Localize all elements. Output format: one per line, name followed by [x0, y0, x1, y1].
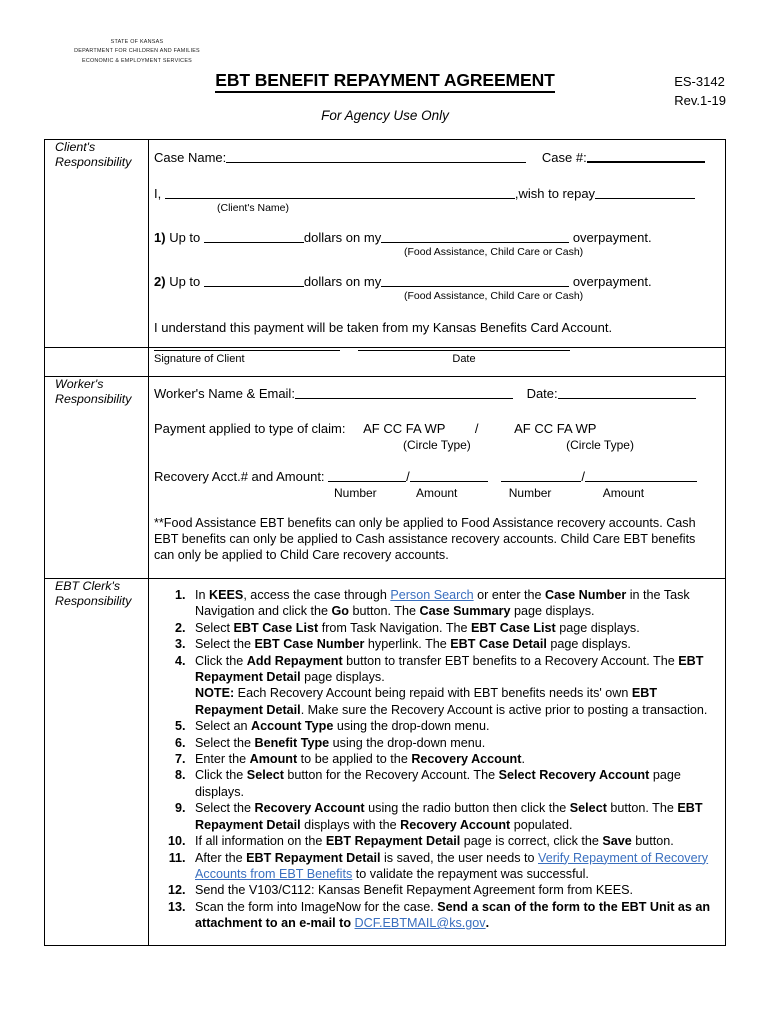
signature-date-caption: Date — [452, 353, 476, 365]
agreement-table — [44, 139, 726, 946]
step-text: button. — [631, 834, 674, 849]
step-text: After the — [195, 850, 247, 865]
clerk-step — [189, 653, 715, 719]
case-name-line — [154, 148, 717, 166]
form-subtitle: For Agency Use Only — [321, 108, 449, 123]
case-name-input[interactable] — [226, 149, 526, 163]
step-text: page displays. — [195, 768, 681, 799]
step-emphasis: Recovery Account — [254, 801, 365, 816]
client-responsibility-body — [149, 140, 726, 348]
worker-date-label: Date: — [526, 386, 558, 401]
step-emphasis: . — [485, 916, 490, 931]
circle-type-caption-2: (Circle Type) — [566, 438, 634, 452]
signature-date-field[interactable] — [358, 350, 570, 366]
step-emphasis: Amount — [249, 752, 298, 767]
item-2-dollars: dollars on my — [303, 274, 382, 289]
recovery-captions — [154, 485, 717, 501]
step-text: Select the — [195, 801, 255, 816]
step-emphasis: EBT Repayment Detail — [195, 801, 703, 832]
step-emphasis: Case Summary — [419, 604, 511, 619]
worker-responsibility-body — [149, 377, 726, 579]
worker-responsibility-row — [45, 377, 726, 579]
step-emphasis: EBT Repayment Detail — [195, 686, 658, 717]
step-text: Select — [195, 620, 234, 635]
step-emphasis: Save — [602, 834, 632, 849]
step-text: from Task Navigation. The — [318, 620, 472, 635]
item-2-number: 2) — [154, 274, 166, 289]
wish-to-repay-label: ,wish to repay — [514, 186, 596, 201]
worker-date-input[interactable] — [558, 385, 696, 399]
recovery-acct-line: Recovery Acct.# and Amount: / / — [154, 468, 717, 485]
clerk-responsibility-row — [45, 579, 726, 946]
worker-name-email-label: Worker's Name & Email: — [154, 386, 295, 401]
step-emphasis: EBT Repayment Detail — [325, 834, 461, 849]
step-emphasis: Select — [569, 801, 607, 816]
clerk-step — [189, 751, 715, 767]
step-text: Scan the form into ImageNow for the case. — [195, 899, 438, 914]
clerk-step — [189, 620, 715, 636]
recovery-number-caption-1: Number — [334, 486, 377, 500]
clerk-step — [189, 833, 715, 849]
step-emphasis: EBT Case List — [233, 620, 319, 635]
step-emphasis: Account Type — [251, 719, 334, 734]
step-text: in the Task Navigation and click the — [195, 588, 690, 619]
agency-header — [57, 38, 217, 66]
step-emphasis: EBT Repayment Detail — [195, 653, 704, 685]
clerk-step — [189, 767, 715, 800]
step-emphasis: Select Recovery Account — [498, 768, 650, 783]
step-text: Select the — [195, 637, 255, 652]
i-label: I, — [154, 186, 162, 201]
step-emphasis: Send a scan of the form to the EBT Unit as an attachment to an e-mail to — [195, 899, 711, 931]
step-text: using the drop-down menu. — [329, 735, 486, 750]
agency-line-1: STATE OF KANSAS — [110, 39, 164, 45]
item-2-overpayment: overpayment. — [572, 274, 652, 289]
worker-responsibility-label — [45, 377, 149, 579]
clerk-step — [189, 882, 715, 898]
understanding-statement: I understand this payment will be taken from my Kansas Benefits Card Account. — [154, 320, 613, 335]
signature-row — [45, 348, 726, 377]
step-emphasis: NOTE: — [195, 686, 235, 701]
recovery-amount-caption-1: Amount — [416, 486, 458, 500]
step-emphasis: EBT Repayment Detail — [246, 850, 381, 865]
client-label-line-1: Client's — [55, 140, 96, 154]
item-2-upto: Up to — [169, 274, 201, 289]
step-text: populated. — [510, 817, 573, 832]
clerk-step — [189, 850, 715, 883]
claim-types-group-1[interactable]: AF CC FA WP — [363, 421, 446, 436]
item-1-overpayment: overpayment. — [572, 230, 652, 245]
step-text: displays with the — [300, 817, 401, 832]
step-text: button. The — [349, 604, 420, 619]
item-1-number: 1) — [154, 230, 166, 245]
step-emphasis: Select — [246, 768, 284, 783]
recovery-amount-caption-2: Amount — [602, 486, 645, 500]
clerk-step — [189, 800, 715, 833]
client-responsibility-label — [45, 140, 149, 348]
client-label-line-2: Responsibility — [55, 155, 132, 169]
step-emphasis: Recovery Account — [400, 817, 511, 832]
step-text: page displays. — [300, 670, 385, 685]
recovery-number-caption-2: Number — [508, 486, 552, 500]
step-emphasis: EBT Case Number — [254, 637, 365, 652]
claim-type-line — [154, 421, 717, 437]
form-title-text: EBT BENEFIT REPAYMENT AGREEMENT — [215, 70, 554, 93]
recovery-amount-input-1[interactable] — [410, 468, 488, 482]
step-link[interactable]: DCF.EBTMAIL@ks.gov — [354, 916, 486, 931]
form-number: ES-3142 — [674, 74, 725, 89]
step-text: page displays. — [510, 604, 595, 619]
step-text: Select an — [195, 719, 252, 734]
clerk-steps-list — [157, 587, 715, 932]
step-text: Each Recovery Account being repaid with EBT benefits needs its' own — [234, 686, 632, 701]
step-emphasis: Case Number — [545, 588, 627, 602]
item-1-caption: (Food Assistance, Child Care or Cash) — [404, 246, 584, 258]
worker-label-line-2: Responsibility — [55, 392, 132, 406]
item-2-caption: (Food Assistance, Child Care or Cash) — [404, 290, 584, 302]
step-emphasis: Add Repayment — [246, 653, 343, 668]
step-text: or enter the — [473, 588, 546, 602]
item-1-upto: Up to — [169, 230, 201, 245]
step-text: to validate the repayment was successful. — [352, 866, 589, 881]
step-text: page is correct, click the — [460, 834, 603, 849]
step-text: using the radio button then click the — [364, 801, 570, 816]
step-text: Enter the — [195, 752, 250, 767]
signature-caption: Signature of Client — [154, 353, 245, 365]
agency-line-3: ECONOMIC & EMPLOYMENT SERVICES — [81, 57, 193, 64]
step-text: If all information on the — [195, 834, 326, 849]
step-text: using the drop-down menu. — [333, 719, 490, 734]
clerk-label-line-2: Responsibility — [55, 594, 132, 608]
form-revision: Rev.1-19 — [674, 93, 726, 108]
step-text: to be applied to the — [297, 752, 412, 767]
item-2-type-input[interactable] — [381, 273, 569, 287]
step-link[interactable]: Person Search — [390, 588, 474, 602]
circle-type-caption-1: (Circle Type) — [403, 438, 471, 452]
recovery-number-input-1[interactable] — [328, 468, 406, 482]
step-emphasis: EBT Case Detail — [450, 637, 547, 652]
signature-field[interactable] — [154, 350, 340, 366]
item-2-amount-input[interactable] — [204, 273, 304, 287]
step-text: page displays. — [546, 637, 631, 652]
step-emphasis: EBT Case List — [471, 620, 556, 635]
step-emphasis: Recovery Account — [411, 752, 522, 767]
clerk-step — [189, 636, 715, 652]
worker-label-line-1: Worker's — [55, 377, 104, 391]
step-text: hyperlink. The — [364, 637, 451, 652]
step-emphasis: Go — [331, 604, 350, 619]
form-number-block — [674, 72, 726, 110]
step-text: button to transfer EBT benefits to a Recovery Account. The — [342, 653, 679, 668]
item-2-caption-wrap — [154, 290, 717, 302]
client-name-line — [154, 185, 717, 202]
step-text: . — [521, 752, 525, 767]
recovery-number-input-2[interactable] — [501, 468, 581, 482]
case-number-input[interactable] — [587, 148, 705, 163]
clerk-step — [189, 899, 715, 932]
recovery-amount-input-2[interactable] — [585, 468, 697, 482]
item-1-line — [154, 229, 717, 246]
step-text: button. The — [606, 801, 678, 816]
clerk-step — [189, 718, 715, 734]
recovery-acct-label: Recovery Acct.# and Amount: — [154, 469, 325, 484]
clerk-step — [189, 587, 715, 620]
item-1-type-input[interactable] — [381, 229, 569, 243]
step-text: Click the — [195, 653, 247, 668]
signature-row-label-cell — [45, 348, 149, 377]
page-title — [0, 70, 770, 91]
step-emphasis: KEES — [209, 588, 244, 602]
step-text: In — [195, 588, 210, 602]
step-text: button for the Recovery Account. The — [283, 768, 499, 783]
worker-name-email-input[interactable] — [295, 385, 513, 399]
clerk-label-line-1: EBT Clerk's — [55, 579, 121, 593]
step-text: Send the V103/C112: Kansas Benefit Repayment Agreement form from KEES. — [195, 883, 633, 898]
clients-name-caption-wrap — [154, 202, 717, 214]
signature-row-body — [149, 348, 726, 377]
claim-types-group-2[interactable]: AF CC FA WP — [514, 421, 597, 436]
client-name-input[interactable] — [165, 185, 515, 199]
step-text: Click the — [195, 768, 247, 783]
step-text: , access the case through — [243, 588, 391, 602]
item-1-amount-input[interactable] — [204, 229, 304, 243]
item-1-caption-wrap — [154, 246, 717, 258]
claim-type-separator: / — [474, 421, 479, 436]
step-text: Select the — [195, 735, 255, 750]
step-text: page displays. — [555, 620, 640, 635]
clerk-responsibility-body — [149, 579, 726, 946]
step-link[interactable]: Verify Repayment of Recovery Accounts from EBT Benefits — [195, 850, 709, 881]
item-2-line — [154, 273, 717, 290]
clerk-step — [189, 735, 715, 751]
clerk-responsibility-label — [45, 579, 149, 946]
case-name-label: Case Name: — [154, 150, 227, 165]
clients-name-caption: (Client's Name) — [217, 202, 290, 214]
item-1-dollars: dollars on my — [303, 230, 382, 245]
client-responsibility-row — [45, 140, 726, 348]
agency-line-2: DEPARTMENT FOR CHILDREN AND FAMILIES — [74, 48, 200, 55]
payment-applied-label: Payment applied to type of claim: — [154, 421, 346, 436]
step-emphasis: Benefit Type — [254, 735, 330, 750]
circle-type-captions — [154, 437, 717, 453]
ebt-footnote: **Food Assistance EBT benefits can only be applied to Food Assistance recovery accounts. Cash EBT benefits can only be applied to Cash assistance recovery accounts. Child Care EBT benefits can only be applied to Child Care recovery accounts. — [154, 516, 696, 562]
case-number-label: Case #: — [541, 150, 587, 165]
step-text: . Make sure the Recovery Account is active prior to posting a transaction. — [300, 702, 708, 717]
step-text: is saved, the user needs to — [380, 850, 538, 865]
worker-name-line — [154, 385, 717, 402]
repay-amount-input[interactable] — [595, 185, 695, 199]
